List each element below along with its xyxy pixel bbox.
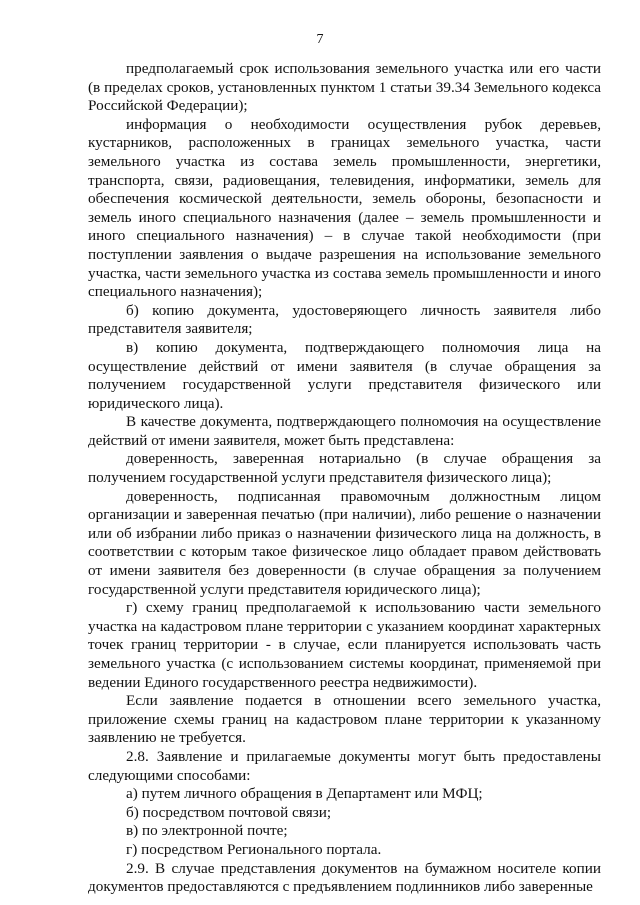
paragraph-usage-term: предполагаемый срок использования земельного участка или его части (в пределах сроков, установленных пунктом 1 статьи 39.34 Земельного кодекса Российской Федерации); <box>88 60 601 115</box>
paragraph-authority-types-intro: В качестве документа, подтверждающего полномочия на осуществление действий от имени заявителя, может быть представлена: <box>88 413 601 449</box>
document-body <box>88 60 601 897</box>
list-item-email: в) по электронной почте; <box>126 822 288 840</box>
paragraph-section-2-9: 2.9. В случае представления документов на бумажном носителе копии документов предоставляются с предъявлением подлинников либо заверенные <box>88 859 601 896</box>
list-item-in-person: а) путем личного обращения в Департамент или МФЦ; <box>126 785 483 803</box>
paragraph-notarized-power-of-attorney: доверенность, заверенная нотариально (в случае обращения за получением государственной услуги представителя физического лица); <box>88 450 601 487</box>
paragraph-tree-cutting-info: информация о необходимости осуществления рубок деревьев, кустарников, расположенных в границах земельного участка, части земельного участка из состава земель промышленности, энергетики, транспорта, связи, радиовещания, телевидения, информатики, земель для обеспечения космической деятельности, земель обороны, безопасности и земель иного специального назначения (далее – земель промышленности и иного специального назначения) – в случае такой необходимости (при поступлении заявления о выдаче разрешения на использование земельного участка, части земельного участка из состава земель промышленности и иного специального назначения); <box>88 115 601 301</box>
list-item-post: б) посредством почтовой связи; <box>126 803 332 821</box>
list-item-regional-portal: г) посредством Регионального портала. <box>126 840 382 858</box>
paragraph-section-2-8: 2.8. Заявление и прилагаемые документы могут быть предоставлены следующими способами: <box>88 747 601 784</box>
page-number: 7 <box>316 32 324 47</box>
paragraph-authority-document: в) копию документа, подтверждающего полномочия лица на осуществление действий от имени заявителя (в случае обращения за получением государственной услуги представителя физического или юридического лица). <box>88 338 601 412</box>
paragraph-boundary-scheme: г) схему границ предполагаемой к использованию части земельного участка на кадастровом плане территории с указанием координат характерных точек границ территории - в случае, если планируется использовать часть земельного участка (с использованием системы координат, применяемой при ведении Единого государственного реестра недвижимости). <box>88 599 601 691</box>
paragraph-whole-plot-note: Если заявление подается в отношении всего земельного участка, приложение схемы границ на кадастровом плане территории к указанному заявлению не требуется. <box>88 692 601 747</box>
paragraph-signed-power-of-attorney: доверенность, подписанная правомочным должностным лицом организации и заверенная печатью (при наличии), либо решение о назначении или об избрании либо приказ о назначении физического лица на должность, в соответствии с которым такое физическое лицо обладает правом действовать от имени заявителя без доверенности (в случае обращения за получением государственной услуги представителя юридического лица); <box>88 487 601 598</box>
paragraph-identity-document: б) копию документа, удостоверяющего личность заявителя либо представителя заявителя; <box>88 301 601 338</box>
